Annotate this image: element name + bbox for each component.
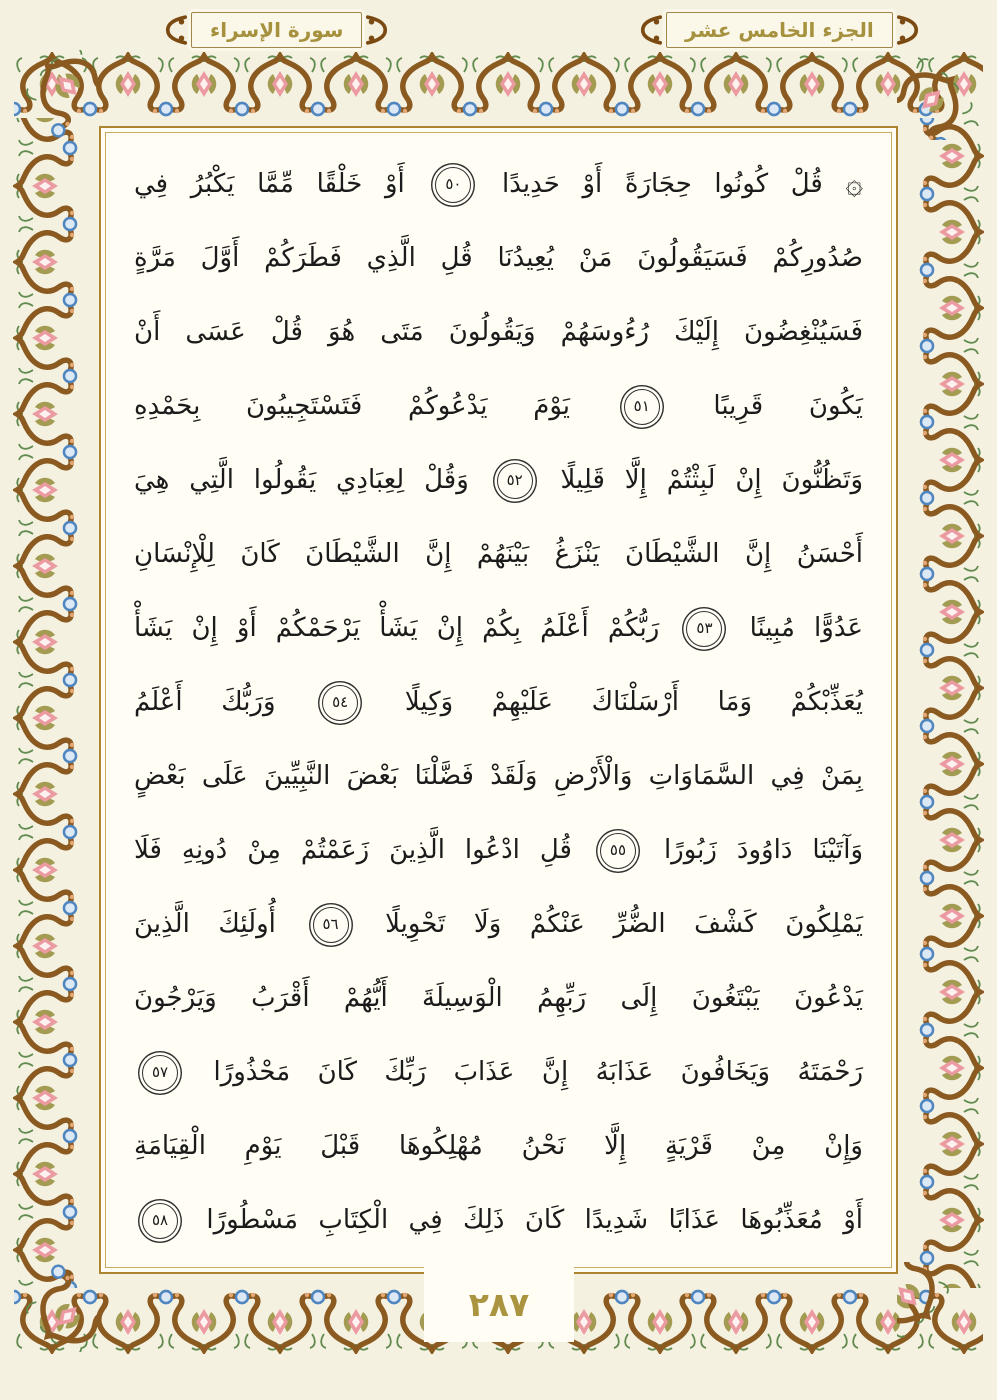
cartouche-bracket-icon bbox=[897, 13, 919, 47]
ayah-number-marker: ٥٥ bbox=[600, 833, 636, 869]
quran-line bbox=[134, 665, 863, 739]
quran-line bbox=[134, 295, 863, 369]
verse-text: قُلِ ادْعُوا الَّذِينَ زَعَمْتُمْ مِنْ دُونِهِ فَلَا bbox=[134, 835, 572, 865]
verse-text: وَآتَيْنَا دَاوُودَ زَبُورًا bbox=[663, 835, 864, 865]
cartouche-bracket-icon bbox=[165, 13, 187, 47]
quran-line bbox=[134, 961, 863, 1035]
ayah-number-marker: ٥٤ bbox=[322, 685, 358, 721]
page-number: ٢٨٧ bbox=[468, 1284, 530, 1324]
quran-line bbox=[134, 517, 863, 591]
ayah-number-marker: ٥٦ bbox=[313, 907, 349, 943]
ayah-number-marker: ٥٧ bbox=[142, 1055, 178, 1091]
verse-text: رَحْمَتَهُ وَيَخَافُونَ عَذَابَهُ إِنَّ عَذَابَ رَبِّكَ كَانَ مَحْذُورًا bbox=[213, 1057, 864, 1087]
quran-line bbox=[134, 1183, 863, 1257]
verse-text: يَوْمَ يَدْعُوكُمْ فَتَسْتَجِيبُونَ بِحَمْدِهِ bbox=[134, 391, 570, 421]
verse-text: يَدْعُونَ يَبْتَغُونَ إِلَى رَبِّهِمُ الْوَسِيلَةَ أَيُّهُمْ أَقْرَبُ وَيَرْجُونَ bbox=[134, 983, 863, 1013]
verse-text: بِمَنْ فِي السَّمَاوَاتِ وَالْأَرْضِ وَلَقَدْ فَضَّلْنَا بَعْضَ النَّبِيِّينَ عَلَى بَعْضٍ bbox=[134, 761, 863, 791]
juz-cartouche bbox=[640, 10, 919, 50]
rub-el-hizb-icon: ۞ bbox=[845, 166, 864, 202]
verse-text: وَقُلْ لِعِبَادِي يَقُولُوا الَّتِي هِيَ bbox=[134, 465, 469, 495]
border-corner bbox=[897, 50, 987, 140]
verse-text: رَبُّكُمْ أَعْلَمُ بِكُمْ إِنْ يَشَأْ يَرْحَمْكُمْ أَوْ إِنْ يَشَأْ bbox=[134, 613, 660, 643]
verse-text: أُولَئِكَ الَّذِينَ bbox=[134, 909, 276, 939]
quran-panel-frame bbox=[105, 132, 892, 1268]
cartouche-bracket-icon bbox=[366, 13, 388, 47]
surah-cartouche bbox=[165, 10, 388, 50]
verse-text: وَتَظُنُّونَ إِنْ لَبِثْتُمْ إِلَّا قَلِيلًا bbox=[560, 465, 864, 495]
verse-text: أَوْ مُعَذِّبُوهَا عَذَابًا شَدِيدًا كَانَ ذَلِكَ فِي الْكِتَابِ مَسْطُورًا bbox=[206, 1205, 864, 1235]
verse-text: وَإِنْ مِنْ قَرْيَةٍ إِلَّا نَحْنُ مُهْلِكُوهَا قَبْلَ يَوْمِ الْقِيَامَةِ bbox=[134, 1131, 863, 1161]
quran-line bbox=[134, 739, 863, 813]
quran-line bbox=[134, 1035, 863, 1109]
ayah-number-marker: ٥٨ bbox=[142, 1203, 178, 1239]
verse-text: فَسَيُنْغِضُونَ إِلَيْكَ رُءُوسَهُمْ وَيَقُولُونَ مَتَى هُوَ قُلْ عَسَى أَنْ bbox=[134, 317, 863, 347]
verse-text: عَدُوًّا مُبِينًا bbox=[749, 613, 863, 643]
quran-line bbox=[134, 443, 863, 517]
quran-line bbox=[134, 221, 863, 295]
quran-line bbox=[134, 887, 863, 961]
quran-line bbox=[134, 813, 863, 887]
quran-line bbox=[134, 591, 863, 665]
border-corner bbox=[10, 1262, 100, 1352]
ornamental-border-right bbox=[916, 118, 984, 1288]
surah-title: سورة الإسراء bbox=[191, 12, 362, 48]
verse-text: أَحْسَنُ إِنَّ الشَّيْطَانَ يَنْزَغُ بَيْنَهُمْ إِنَّ الشَّيْطَانَ كَانَ لِلْإِنْسَانِ bbox=[134, 539, 863, 569]
quran-text bbox=[134, 147, 863, 1257]
border-corner bbox=[897, 1262, 987, 1352]
quran-line bbox=[134, 147, 863, 221]
verse-text: أَوْ خَلْقًا مِّمَّا يَكْبُرُ فِي bbox=[134, 169, 405, 199]
ornamental-border-top bbox=[14, 52, 983, 118]
ayah-number-marker: ٥٣ bbox=[686, 611, 722, 647]
cartouche-bracket-icon bbox=[640, 13, 662, 47]
verse-text: قُلْ كُونُوا حِجَارَةً أَوْ حَدِيدًا bbox=[502, 169, 823, 199]
page-number-box bbox=[424, 1266, 574, 1342]
verse-text: يَمْلِكُونَ كَشْفَ الضُّرِّ عَنْكُمْ وَلَا تَحْوِيلًا bbox=[385, 909, 864, 939]
ornamental-border-left bbox=[13, 118, 81, 1288]
verse-text: يُعَذِّبْكُمْ وَمَا أَرْسَلْنَاكَ عَلَيْهِمْ وَكِيلًا bbox=[404, 687, 863, 717]
ayah-number-marker: ٥٠ bbox=[435, 167, 471, 203]
quran-line bbox=[134, 369, 863, 443]
juz-title: الجزء الخامس عشر bbox=[666, 12, 893, 48]
verse-text: صُدُورِكُمْ فَسَيَقُولُونَ مَنْ يُعِيدُنَا قُلِ الَّذِي فَطَرَكُمْ أَوَّلَ مَرَّةٍ bbox=[134, 243, 863, 273]
ayah-number-marker: ٥٢ bbox=[497, 463, 533, 499]
quran-line bbox=[134, 1109, 863, 1183]
border-corner bbox=[10, 50, 100, 140]
verse-text: وَرَبُّكَ أَعْلَمُ bbox=[134, 687, 276, 717]
quran-panel bbox=[99, 126, 898, 1274]
verse-text: يَكُونَ قَرِيبًا bbox=[713, 391, 863, 421]
ayah-number-marker: ٥١ bbox=[624, 389, 660, 425]
